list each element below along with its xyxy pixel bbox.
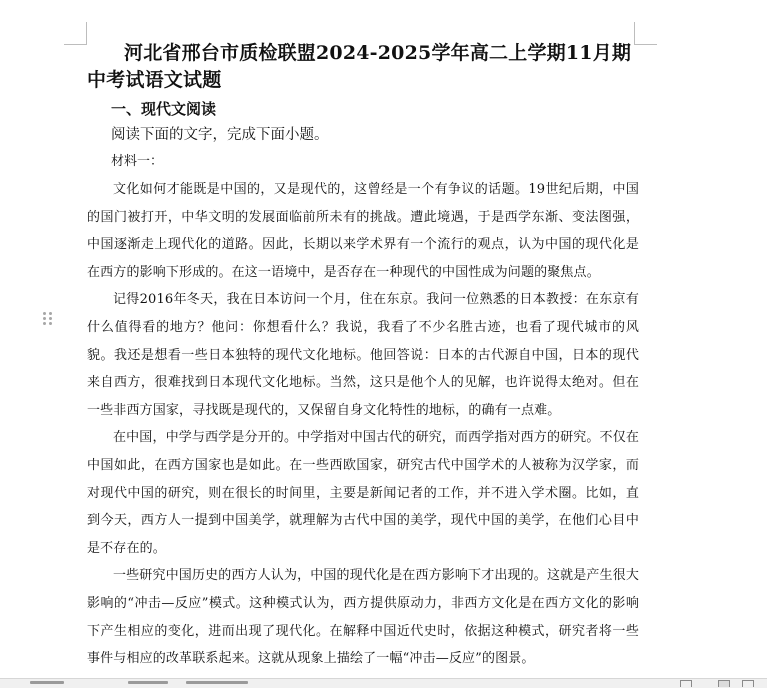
- status-text: [186, 681, 248, 684]
- web-layout-button[interactable]: [742, 680, 754, 687]
- reading-instruction: 阅读下面的文字，完成下面小题。: [111, 127, 329, 143]
- margin-corner-top-left: [64, 22, 87, 45]
- body-paragraph: 文化如何才能既是中国的，又是现代的，这曾经是一个有争议的话题。19世纪后期，中国的国门被打开，中华文明的发展面临前所未有的挑战。遭此境遇，于是西学东渐、变法图强，中国逐渐走上现代化的道路。因此，长期以来学术界有一个流行的观点，认为中国的现代化是在西方的影响下形成的。在这一语境中，是否存在一种现代的中国性成为问题的聚焦点。: [87, 182, 639, 280]
- read-mode-button[interactable]: [680, 680, 692, 687]
- document-body[interactable]: [87, 40, 639, 673]
- body-paragraph: 记得2016年冬天，我在日本访问一个月，住在东京。我问一位熟悉的日本教授：在东京有什么值得看的地方？他问：你想看什么？我说，我看了不少名胜古迹，也看了现代城市的风貌。我还是想看一些日本独特的现代文化地标。他回答说：日本的古代源自中国，日本的现代来自西方，很难找到日本现代文化地标。当然，这只是他个人的见解，也许说得太绝对。但在一些非西方国家，寻找既是现代的，又保留自身文化特性的地标，的确有一点难。: [87, 292, 639, 418]
- material-label: 材料一：: [111, 154, 164, 169]
- status-text: [128, 681, 168, 684]
- status-text: [30, 681, 64, 684]
- print-layout-button[interactable]: [718, 680, 730, 687]
- body-paragraph: 一些研究中国历史的西方人认为，中国的现代化是在西方影响下才出现的。这就是产生很大影响的“冲击—反应”模式。这种模式认为，西方提供原动力，非西方文化是在西方文化的影响下产生相应的变化，进而出现了现代化。在解释中国近代史时，依据这种模式，研究者将一些事件与相应的改革联系起来。这就从现象上描绘了一幅“冲击—反应”的图景。: [87, 568, 640, 667]
- document-title: 河北省邢台市质检联盟2024-2025学年高二上学期11月期中考试语文试题: [87, 42, 632, 91]
- body-paragraph: 在中国，中学与西学是分开的。中学指对中国古代的研究，而西学指对西方的研究。不仅在中国如此，在西方国家也是如此。在一些西欧国家，研究古代中国学术的人被称为汉学家，而对现代中国的研究，则在很长的时间里，主要是新闻记者的工作，并不进入学术圈。比如，直到今天，西方人一提到中国美学，就理解为古代中国的美学，现代中国的美学，在他们心目中是不存在的。: [87, 430, 640, 556]
- paragraph-drag-handle-icon[interactable]: [42, 311, 54, 327]
- section-heading: 一、现代文阅读: [111, 100, 217, 118]
